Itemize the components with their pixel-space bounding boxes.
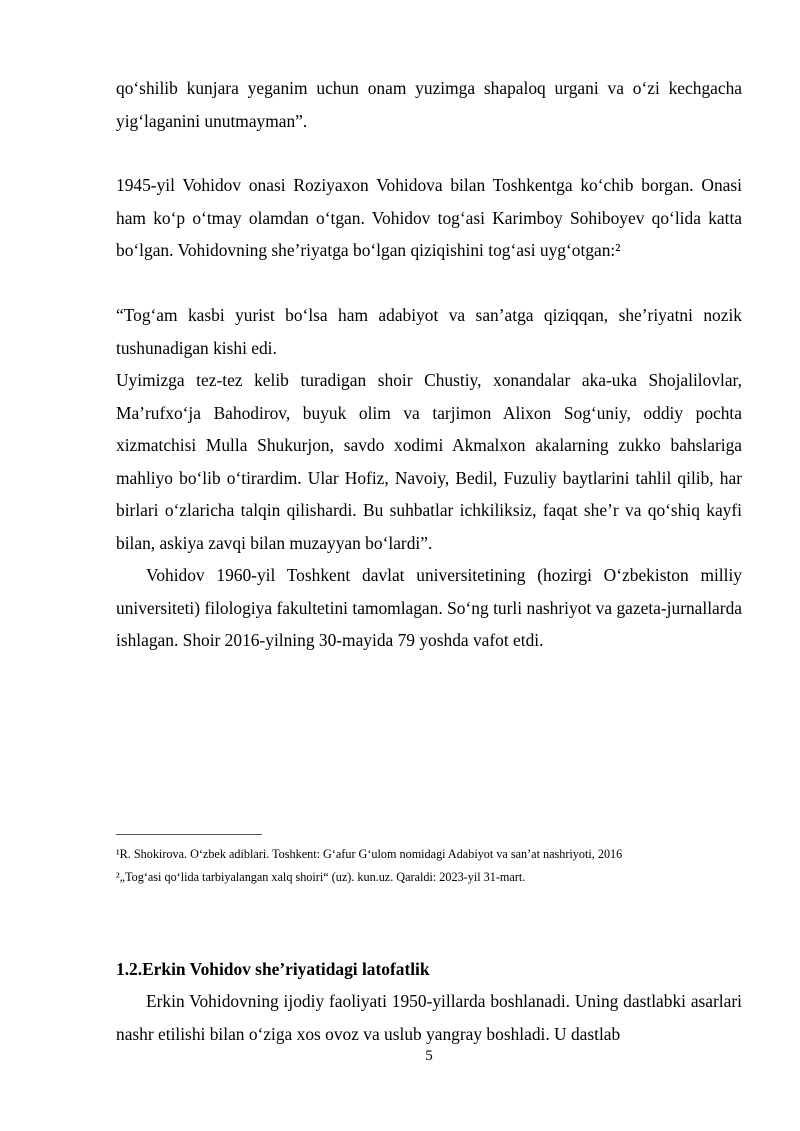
paragraph-creative-activity: Erkin Vohidovning ijodiy faoliyati 1950-yillarda boshlanadi. Uning dastlabki asarlari nashr etilishi bilan o‘ziga xos ovoz va uslub yangray boshladi. U dastlab [116, 991, 742, 1044]
quote-gatherings: Uyimizga tez-tez kelib turadigan shoir Chustiy, xonandalar aka-uka Shojalilovlar, Ma’rufxo‘ja Bahodirov, buyuk olim va tarjimon Alixon Sog‘uniy, oddiy pochta xizmatchisi Mulla Shukurjon, savdo xodimi Akmalxon akalarning zukko bahslariga mahliyo bo‘lib o‘tirardim. Ular Hofiz, Navoiy, Bedil, Fuzuliy baytlarini tahlil qilib, har birlari o‘zlaricha talqin qilishardi. Bu suhbatlar ichkiliksiz, faqat she’r va qo‘shiq kayfi bilan, askiya zavqi bilan muzayyan bo‘lardi”. [116, 370, 742, 553]
footnote-2: ²„Tog‘asi qo‘lida tarbiyalangan xalq shoiri“ (uz). kun.uz. Qaraldi: 2023-yil 31-mart. [116, 870, 526, 884]
footnote-1: ¹R. Shokirova. O‘zbek adiblari. Toshkent: G‘afur G‘ulom nomidagi Adabiyot va san’at nashriyoti, 2016 [116, 847, 623, 861]
quote-uncle: “Tog‘am kasbi yurist bo‘lsa ham adabiyot va san’atga qiziqqan, she’riyatni nozik tushunadigan kishi edi. [116, 305, 742, 358]
paragraph-continuation: qo‘shilib kunjara yeganim uchun onam yuzimga shapaloq urgani va o‘zi kechgacha yig‘laganini unutmayman”. [116, 78, 742, 131]
page-number: 5 [425, 1048, 433, 1064]
footnote-divider [116, 834, 262, 835]
paragraph-move-to-tashkent: 1945-yil Vohidov onasi Roziyaxon Vohidova bilan Toshkentga ko‘chib borgan. Onasi ham ko‘p o‘tmay olamdan o‘tgan. Vohidov tog‘asi Karimboy Sohiboyev qo‘lida katta bo‘lgan. Vohidovning she’riyatga bo‘lgan qiziqishini tog‘asi uyg‘otgan:² [116, 175, 742, 261]
section-heading: 1.2.Erkin Vohidov she’riyatidagi latofatlik [116, 959, 430, 979]
paragraph-university: Vohidov 1960-yil Toshkent davlat universitetining (hozirgi O‘zbekiston milliy universiteti) filologiya fakultetini tamomlagan. So‘ng turli nashriyot va gazeta-jurnallarda ishlagan. Shoir 2016-yilning 30-mayida 79 yoshda vafot etdi. [116, 565, 742, 651]
